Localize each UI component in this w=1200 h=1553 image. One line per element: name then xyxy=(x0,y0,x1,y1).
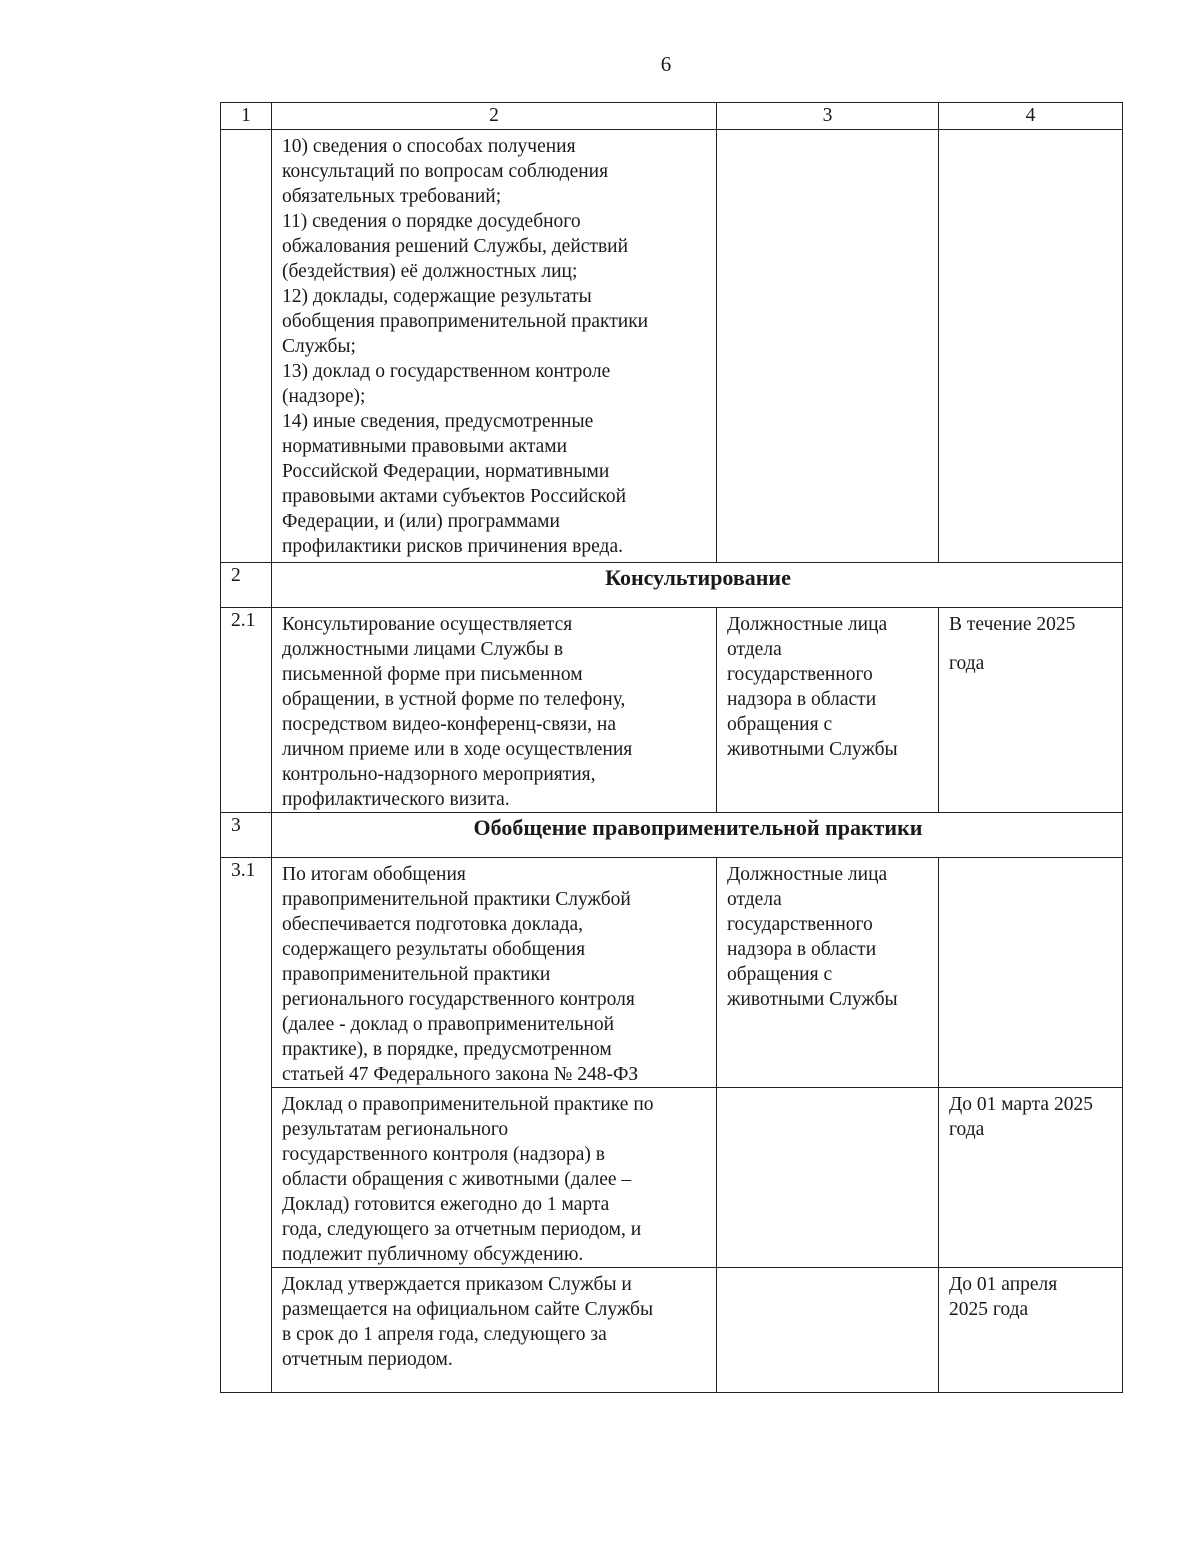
text-line: надзора в области xyxy=(727,689,877,710)
responsible-cell xyxy=(717,858,939,1088)
text-line: размещается на официальном сайте Службы xyxy=(282,1299,654,1320)
row-number-cell xyxy=(221,1268,272,1393)
text-line: в срок до 1 апреля года, следующего за xyxy=(282,1324,607,1345)
list-line: профилактики рисков причинения вреда. xyxy=(282,536,623,557)
text-line: профилактического визита. xyxy=(282,789,510,810)
text-line: отдела xyxy=(727,889,782,910)
text-line: животными Службы xyxy=(727,989,898,1010)
list-line: обжалования решений Службы, действий xyxy=(282,236,629,257)
text-line: контрольно-надзорного мероприятия, xyxy=(282,764,596,785)
section-row xyxy=(221,813,1123,858)
responsible-cell xyxy=(717,608,939,813)
list-line: обобщения правоприменительной практики xyxy=(282,311,649,332)
responsible-cell xyxy=(717,1088,939,1268)
list-line: (бездействия) её должностных лиц; xyxy=(282,261,578,282)
description-cell xyxy=(272,858,717,1088)
list-line: Службы; xyxy=(282,336,356,357)
deadline-cell xyxy=(939,608,1123,813)
text-line: В течение 2025 xyxy=(949,614,1076,635)
text-line: отчетным периодом. xyxy=(282,1349,453,1370)
text-line: животными Службы xyxy=(727,739,898,760)
description-cell xyxy=(272,130,717,563)
text-line: (далее - доклад о правоприменительной xyxy=(282,1014,615,1035)
text-line: подлежит публичному обсуждению. xyxy=(282,1244,584,1265)
deadline-cell xyxy=(939,858,1123,1088)
text-line: Доклад утверждается приказом Службы и xyxy=(282,1274,632,1295)
text-line: обращении, в устной форме по телефону, xyxy=(282,689,626,710)
deadline-cell xyxy=(939,130,1123,563)
text-line: года xyxy=(949,1119,985,1140)
text-line: письменной форме при письменном xyxy=(282,664,583,685)
text-line: года xyxy=(949,653,985,674)
text-line: отдела xyxy=(727,639,782,660)
list-line: (надзоре); xyxy=(282,386,366,407)
row-number-cell: 3.1 xyxy=(221,858,272,1088)
column-header: 3 xyxy=(717,103,939,130)
text-line: Доклад) готовится ежегодно до 1 марта xyxy=(282,1194,610,1215)
text-line: посредством видео-конференц-связи, на xyxy=(282,714,616,735)
text-line: надзора в области xyxy=(727,939,877,960)
description-cell xyxy=(272,1268,717,1393)
description-cell xyxy=(272,608,717,813)
text-line: регионального государственного контроля xyxy=(282,989,635,1010)
text-line: Должностные лица xyxy=(727,864,888,885)
column-header: 1 xyxy=(221,103,272,130)
list-line: обязательных требований; xyxy=(282,186,502,207)
list-line: консультаций по вопросам соблюдения xyxy=(282,161,609,182)
section-row xyxy=(221,563,1123,608)
section-title: Консультирование xyxy=(272,563,1123,608)
section-title: Обобщение правоприменительной практики xyxy=(272,813,1123,858)
description-cell xyxy=(272,1088,717,1268)
responsible-cell xyxy=(717,130,939,563)
list-line: нормативными правовыми актами xyxy=(282,436,568,457)
section-number: 2 xyxy=(221,563,272,608)
list-line: Российской Федерации, нормативными xyxy=(282,461,610,482)
list-line: 11) сведения о порядке досудебного xyxy=(282,211,581,232)
text-line: правоприменительной практики Службой xyxy=(282,889,631,910)
text-line: обращения с xyxy=(727,714,833,735)
column-header: 4 xyxy=(939,103,1123,130)
text-line: статьей 47 Федерального закона № 248-ФЗ xyxy=(282,1064,639,1085)
text-line: личном приеме или в ходе осуществления xyxy=(282,739,633,760)
row-number-cell xyxy=(221,1088,272,1268)
list-line: 14) иные сведения, предусмотренные xyxy=(282,411,594,432)
row-number-cell: 2.1 xyxy=(221,608,272,813)
text-line: По итогам обобщения xyxy=(282,864,466,885)
text-line: должностными лицами Службы в xyxy=(282,639,564,660)
deadline-cell xyxy=(939,1088,1123,1268)
info-list xyxy=(282,130,708,559)
text-line: результатам регионального xyxy=(282,1119,509,1140)
section-number: 3 xyxy=(221,813,272,858)
text-line: До 01 апреля xyxy=(949,1274,1058,1295)
text-line: области обращения с животными (далее – xyxy=(282,1169,632,1190)
column-header: 2 xyxy=(272,103,717,130)
responsible-cell xyxy=(717,1268,939,1393)
plan-table xyxy=(220,102,1123,1393)
page-number: 6 xyxy=(660,52,672,76)
text-line: обеспечивается подготовка доклада, xyxy=(282,914,584,935)
table-row xyxy=(221,1268,1123,1393)
text-line: государственного xyxy=(727,914,873,935)
table-row xyxy=(221,608,1123,813)
text-line: 2025 года xyxy=(949,1299,1029,1320)
text-line: обращения с xyxy=(727,964,833,985)
table-row xyxy=(221,1088,1123,1268)
text-line: содержащего результаты обобщения xyxy=(282,939,586,960)
text-line: государственного контроля (надзора) в xyxy=(282,1144,605,1165)
text-line: правоприменительной практики xyxy=(282,964,551,985)
text-line: До 01 марта 2025 xyxy=(949,1094,1093,1115)
table-header-row xyxy=(221,103,1123,130)
list-line: 10) сведения о способах получения xyxy=(282,136,576,157)
row-number-cell xyxy=(221,130,272,563)
list-line: правовыми актами субъектов Российской xyxy=(282,486,627,507)
text-line: практике), в порядке, предусмотренном xyxy=(282,1039,612,1060)
text-line: Консультирование осуществляется xyxy=(282,614,573,635)
text-line: Должностные лица xyxy=(727,614,888,635)
list-line: Федерации, и (или) программами xyxy=(282,511,560,532)
text-line: года, следующего за отчетным периодом, и xyxy=(282,1219,642,1240)
list-line: 13) доклад о государственном контроле xyxy=(282,361,611,382)
list-line: 12) доклады, содержащие результаты xyxy=(282,286,592,307)
table-row xyxy=(221,858,1123,1088)
deadline-cell xyxy=(939,1268,1123,1393)
text-line: Доклад о правоприменительной практике по xyxy=(282,1094,654,1115)
table-row xyxy=(221,130,1123,563)
text-line: государственного xyxy=(727,664,873,685)
